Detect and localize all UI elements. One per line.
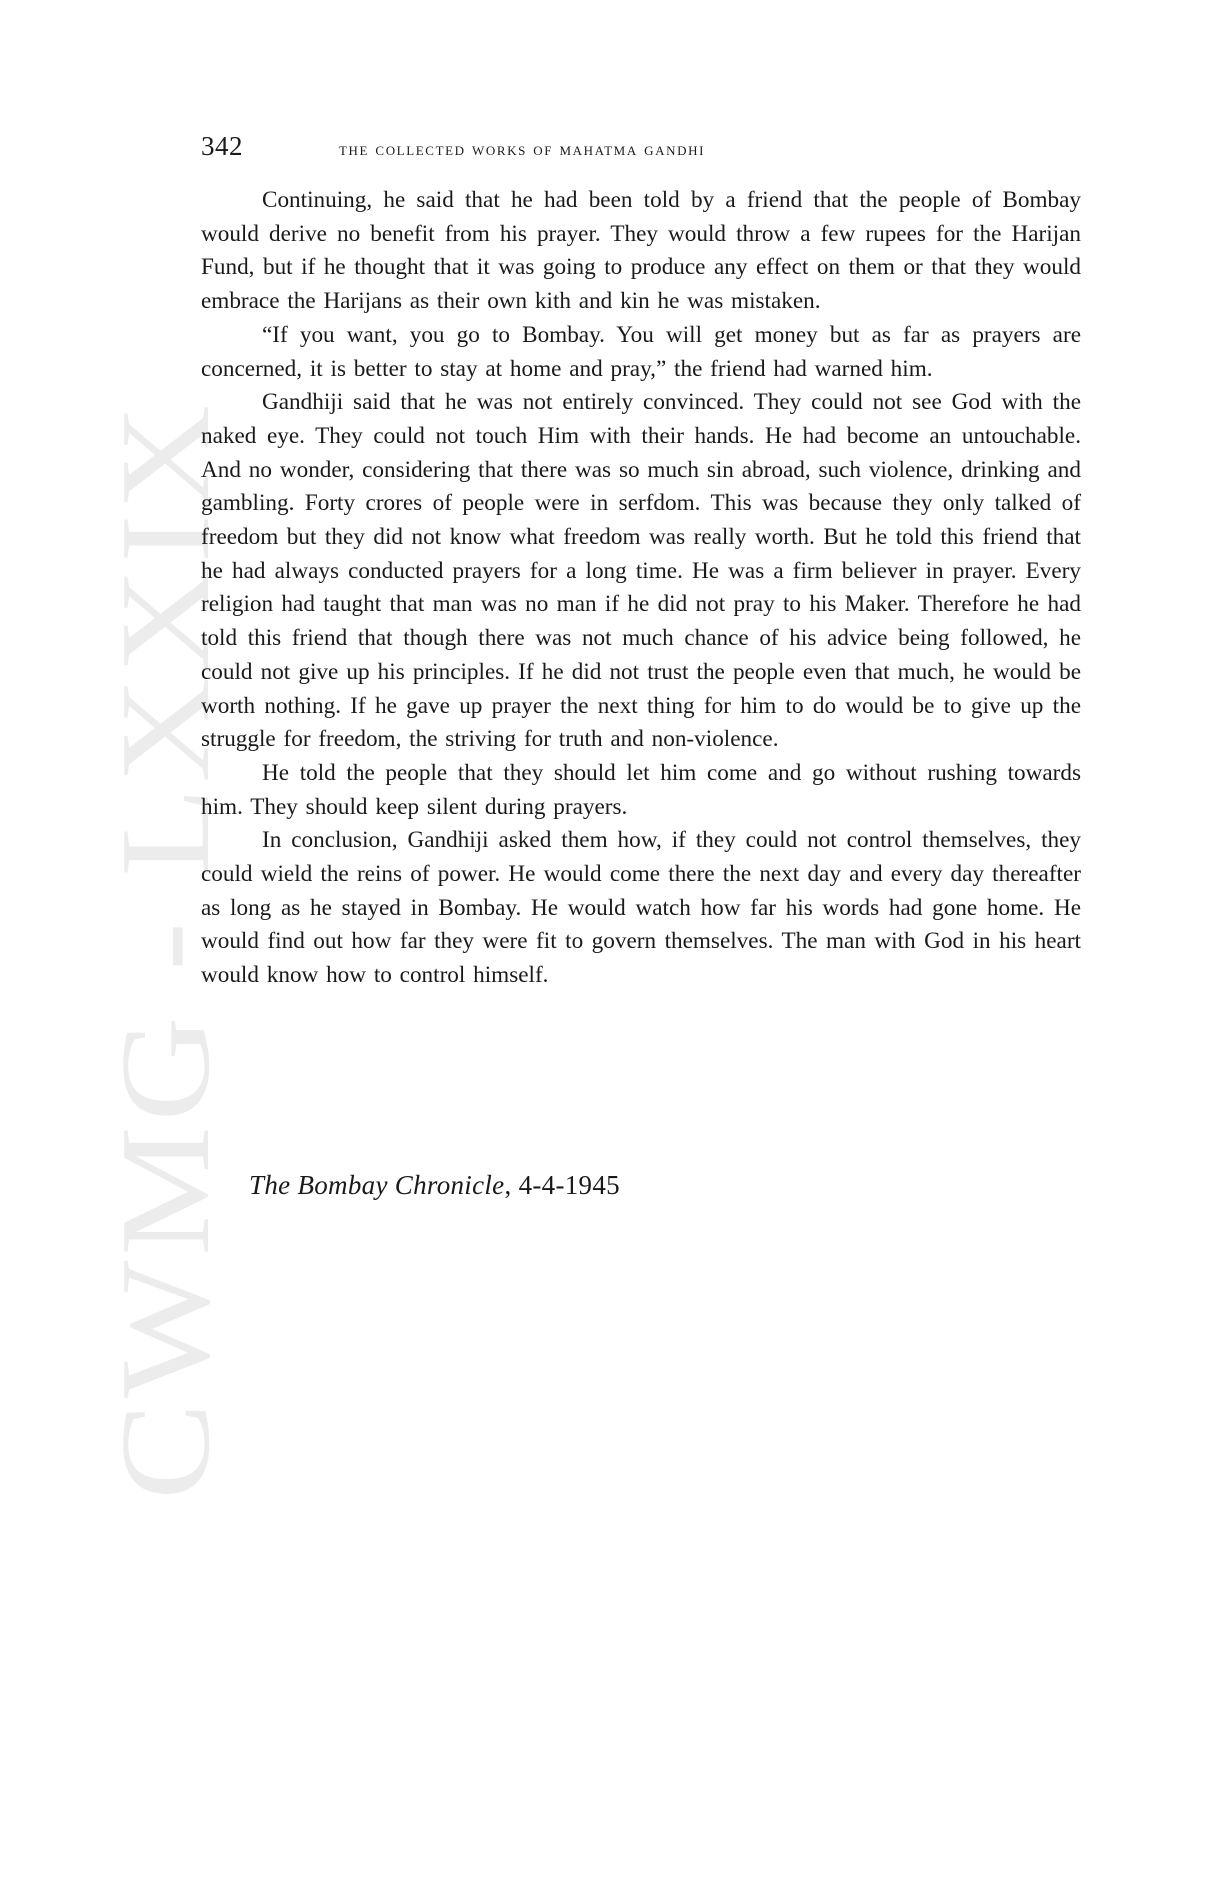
page-number: 342 (201, 131, 243, 161)
source-citation (249, 1170, 620, 1201)
paragraph: “If you want, you go to Bombay. You will get money but as far as prayers are concerned, it is better to stay at home and pray,” the friend had warned him. (201, 321, 1081, 382)
paragraph: In conclusion, Gandhiji asked them how, if they could not control themselves, they could wield the reins of power. He would come there the next day and every day thereafter as long as he stayed in Bombay. He would watch how far his words had gone home. He would find out how far they were fit to govern themselves. The man with God in his heart would know how to control himself. (201, 827, 1081, 989)
paragraph: He told the people that they should let him come and go without rushing towards him. They should keep silent during prayers. (201, 759, 1081, 820)
source-separator: , (504, 1170, 519, 1200)
watermark-text: CWMG - LXXIX (94, 534, 236, 1500)
paragraph: Gandhiji said that he was not entirely convinced. They could not see God with the naked eye. They could not touch Him with their hands. He had become an untouchable. And no wonder, considering that there was so much sin abroad, such violence, drinking and gambling. Forty crores of people were in serfdom. This was because they only talked of freedom but they did not know what freedom was really worth. But he told this friend that he had always conducted prayers for a long time. He was a firm believer in prayer. Every religion had taught that man was no man if he did not pray to his Maker. Therefore he had told this friend that though there was not much chance of his advice being followed, he could not give up his principles. If he did not trust the people even that much, he would be worth nothing. If he gave up prayer the next thing for him to do would be to give up the struggle for freedom, the striving for truth and non-violence. (201, 389, 1081, 753)
source-publication: The Bombay Chronicle (249, 1170, 505, 1200)
body-text (201, 184, 1081, 993)
running-head (201, 131, 1081, 171)
source-date: 4-4-1945 (518, 1170, 620, 1200)
paragraph: Continuing, he said that he had been told by a friend that the people of Bombay would derive no benefit from his prayer. They would throw a few rupees for the Harijan Fund, but if he thought that it was going to produce any effect on them or that they would embrace the Harijans as their own kith and kin he was mistaken. (201, 187, 1081, 315)
header-title: the collected works of mahatma gandhi (339, 139, 706, 160)
